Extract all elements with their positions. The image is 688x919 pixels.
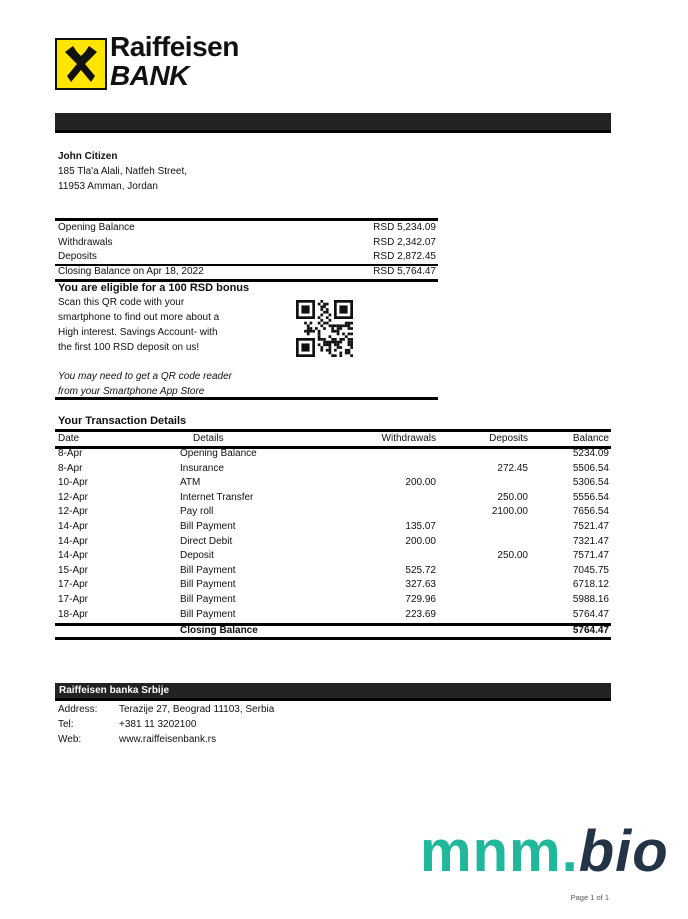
bank-name: Raiffeisen (110, 31, 239, 62)
table-row (55, 535, 611, 550)
table-row (55, 462, 611, 477)
cell-details: Opening Balance (180, 448, 257, 459)
table-row (55, 476, 611, 491)
cell-date: 8-Apr (58, 448, 83, 459)
transactions-title: Your Transaction Details (58, 415, 187, 427)
closing-label: Closing Balance on Apr 18, 2022 (58, 266, 204, 277)
bank-name-2: BANK (110, 60, 189, 91)
cell-withdrawal: 525.72 (405, 564, 436, 576)
col-withdrawals: Withdrawals (381, 433, 436, 444)
table-row (55, 520, 611, 535)
tel-value: +381 11 3202100 (119, 719, 197, 730)
summary-label: Opening Balance (58, 222, 135, 233)
closing-balance-label: Closing Balance (180, 625, 258, 636)
cell-withdrawal: 223.69 (405, 608, 436, 620)
cell-deposit: 2100.00 (491, 506, 528, 518)
cell-date: 14-Apr (58, 550, 89, 562)
footer-contact (58, 702, 274, 747)
cell-balance: 7321.47 (572, 535, 609, 547)
cell-details: Internet Transfer (180, 491, 254, 503)
address-value: Terazije 27, Beograd 11103, Serbia (119, 704, 275, 715)
promo-line: Scan this QR code with your (58, 297, 185, 308)
web-label: Web: (58, 734, 82, 745)
promo-line: the first 100 RSD deposit on us! (58, 342, 200, 353)
promo-note-line: You may need to get a QR code reader (58, 371, 232, 382)
promo-line: smartphone to find out more about a (58, 312, 220, 323)
col-deposits: Deposits (489, 433, 528, 444)
cell-details: Bill Payment (180, 594, 236, 605)
table-row (55, 608, 611, 623)
cell-date: 18-Apr (58, 608, 89, 620)
promo-note-line: from your Smartphone App Store (58, 386, 205, 397)
cell-date: 17-Apr (58, 579, 89, 591)
summary-value: RSD 2,872.45 (373, 251, 436, 262)
qr-code-icon (296, 300, 353, 357)
cell-details: Deposit (180, 550, 214, 562)
cell-balance: 5506.54 (572, 462, 609, 474)
account-summary (55, 218, 438, 408)
cell-details: Bill Payment (180, 608, 236, 620)
cell-details: Bill Payment (180, 579, 236, 591)
cell-balance: 6718.12 (572, 579, 609, 591)
table-row (55, 564, 611, 579)
closing-balance-value: 5764.47 (572, 625, 609, 636)
cell-details: Pay roll (180, 506, 214, 518)
cell-withdrawal: 200.00 (405, 477, 436, 489)
cell-balance: 7656.54 (572, 506, 609, 518)
table-row (55, 447, 611, 462)
address-label: Address: (58, 704, 98, 715)
promo-text (58, 295, 219, 355)
customer-address-2: 11953 Amman, Jordan (58, 181, 158, 192)
cell-details: ATM (180, 477, 201, 489)
cell-date: 14-Apr (58, 535, 89, 547)
cell-balance: 5556.54 (572, 491, 609, 503)
web-link[interactable]: www.raiffeisenbank.rs (119, 734, 217, 745)
cell-date: 14-Apr (58, 521, 89, 532)
watermark-part1: mnm. (420, 819, 579, 884)
raiffeisen-logo-icon (55, 38, 107, 90)
cell-balance: 5234.09 (572, 448, 609, 459)
cell-date: 15-Apr (58, 564, 89, 576)
cell-balance: 7571.47 (572, 550, 609, 562)
cell-deposit: 250.00 (497, 491, 528, 503)
promo-line: High interest. Savings Account- with (58, 327, 218, 338)
cell-details: Direct Debit (180, 535, 233, 547)
table-row (55, 549, 611, 564)
cell-date: 12-Apr (58, 506, 89, 518)
table-row (55, 505, 611, 520)
summary-row (55, 236, 438, 251)
cell-withdrawal: 200.00 (405, 535, 436, 547)
cell-withdrawal: 135.07 (405, 521, 436, 532)
customer-name: John Citizen (58, 151, 118, 162)
cell-deposit: 272.45 (497, 462, 528, 474)
table-row (55, 593, 611, 608)
table-row (55, 491, 611, 506)
cell-details: Insurance (180, 462, 224, 474)
table-row (55, 578, 611, 593)
promo-heading: You are eligible for a 100 RSD bonus (58, 282, 250, 294)
cell-balance: 5764.47 (572, 608, 609, 620)
cell-date: 17-Apr (58, 594, 89, 605)
customer-block (58, 149, 187, 194)
footer-bar: Raiffeisen banka Srbije (55, 683, 611, 701)
summary-label: Deposits (58, 251, 97, 262)
cell-details: Bill Payment (180, 521, 236, 532)
col-details: Details (193, 433, 224, 444)
transaction-table (55, 414, 611, 644)
summary-value: RSD 5,234.09 (373, 222, 436, 233)
summary-row (55, 221, 438, 236)
page-number: Page 1 of 1 (570, 893, 609, 902)
closing-value: RSD 5,764.47 (373, 266, 436, 277)
header-bar (55, 113, 611, 133)
bank-logo-text (110, 32, 239, 90)
tel-label: Tel: (58, 719, 74, 730)
cell-balance: 7521.47 (572, 521, 609, 532)
cell-date: 10-Apr (58, 477, 89, 489)
cell-balance: 7045.75 (572, 564, 609, 576)
cell-withdrawal: 729.96 (405, 594, 436, 605)
cell-date: 8-Apr (58, 462, 83, 474)
col-date: Date (58, 433, 80, 444)
promo-note (58, 369, 232, 399)
cell-withdrawal: 327.63 (405, 579, 436, 591)
cell-date: 12-Apr (58, 491, 89, 503)
summary-row (55, 250, 438, 265)
table-header (55, 432, 611, 447)
watermark-part2: bio (578, 819, 669, 884)
summary-value: RSD 2,342.07 (373, 236, 436, 248)
customer-address-1: 185 Tla'a Alali, Natfeh Street, (58, 166, 188, 177)
watermark (420, 818, 669, 885)
cell-balance: 5988.16 (572, 594, 609, 605)
summary-label: Withdrawals (58, 236, 113, 248)
col-balance: Balance (572, 433, 609, 444)
cell-deposit: 250.00 (497, 550, 528, 562)
cell-details: Bill Payment (180, 564, 236, 576)
cell-balance: 5306.54 (572, 477, 609, 489)
